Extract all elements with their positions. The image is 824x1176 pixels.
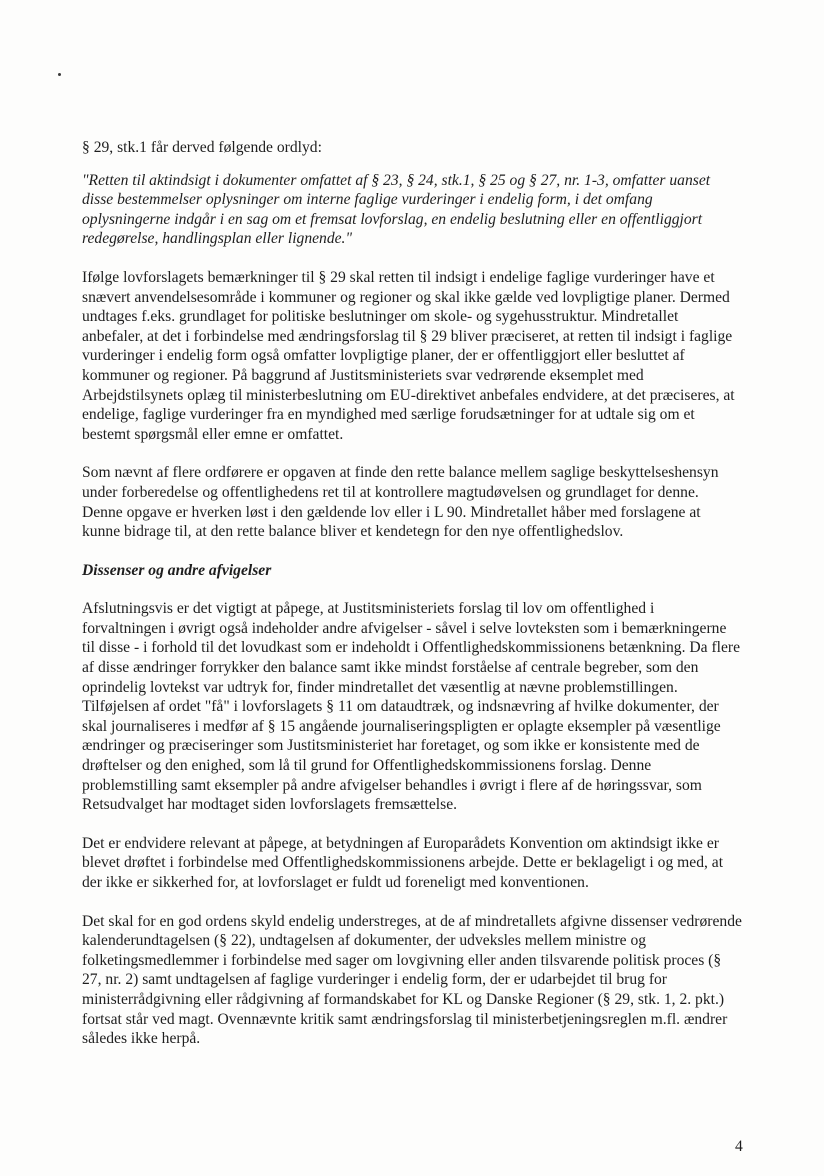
paragraph: Det skal for en god ordens skyld endelig understreges, at de af mindretallets afgivne dissenser vedrørende kalenderundtagelsen (§ 22), undtagelsen af dokumenter, der udveksles mellem ministre og folketingsmedlemmer i forbindelse med sager om lovgivning eller anden tilsvarende politisk proces (§ 27, nr. 2) samt undtagelsen af faglige vurderinger i endelig form, der er udarbejdet til brug for ministerrådgivning eller rådgivning af formandskabet for KL og Danske Regioner (§ 29, stk. 1, 2. pkt.) fortsat står ved magt. Ovennævnte kritik samt ændringsforslag til ministerbetjeningsreglen m.fl. ændrer således ikke herpå. [82, 912, 742, 1048]
quoted-provision: "Retten til aktindsigt i dokumenter omfattet af § 23, § 24, stk.1, § 25 og § 27, nr. 1-3, omfatter uanset disse bestemmelser oplysninger om interne faglige vurderinger i endelig form, i det omfang oplysningerne indgår i en sag om et fremsat lovforslag, en endelig beslutning eller en offentliggjort redegørelse, handlingsplan eller lignende." [82, 171, 711, 248]
paragraph: Ifølge lovforslagets bemærkninger til § 29 skal retten til indsigt i endelige faglige vurderinger have et snævert anvendelsesområde i kommuner og regioner og skal ikke gælde ved lovpligtige planer. Dermed undtages f.eks. grundlaget for politiske beslutninger om skole- og sygehusstruktur. Mindretallet anbefaler, at det i forbindelse med ændringsforslag til § 29 bliver præciseret, at retten til indsigt i faglige vurderinger i endelig form også omfatter lovpligtige planer, der er offentliggjort eller besluttet af kommuner og regioner. På baggrund af Justitsministeriets svar vedrørende eksemplet med Arbejdstilsynets oplæg til ministerbeslutning om EU-direktivet anbefales endvidere, at det præciseres, at endelige, faglige vurderinger fra en myndighed med særlige forudsætninger for at udtale sig om et bestemt spørgsmål eller emne er omfattet. [82, 268, 735, 443]
section-heading: Dissenser og andre afvigelser [82, 561, 272, 579]
page-number: 4 [735, 1138, 743, 1155]
paragraph: Det er endvidere relevant at påpege, at betydningen af Europarådets Konvention om aktindsigt ikke er blevet drøftet i forbindelse med Offentlighedskommissionens arbejde. Dette er beklageligt i og med, at der ikke er sikkerhed for, at lovforslaget er fuldt ud foreneligt med konventionen. [82, 834, 724, 891]
paragraph: Afslutningsvis er det vigtigt at påpege, at Justitsministeriets forslag til lov om offentlighed i forvaltningen i øvrigt også indeholder andre afvigelser - såvel i selve lovteksten som i bemærkningerne til disse - i forhold til det lovudkast som er indeholdt i Offentlighedskommissionens betænkning. Da flere af disse ændringer forrykker den balance samt ikke mindst forståelse af centrale begreber, som den oprindelig lovtekst var udtryk for, finder mindretallet det væsentlig at nævne problemstillingen. Tilføjelsen af ordet "få" i lovforslagets § 11 om dataudtræk, og indsnævring af hvilke dokumenter, der skal journaliseres i medfør af § 15 angående journaliseringspligten er oplagte eksempler på væsentlige ændringer og præciseringer som Justitsministeriet har foretaget, og som ikke er konsistente med de drøftelser og den enighed, som lå til grund for Offentlighedskommissionens forslag. Denne problemstilling samt eksempler på andre afvigelser behandles i øvrigt i flere af de høringssvar, som Retsudvalget har modtaget siden lovforslagets fremsættelse. [82, 600, 741, 814]
paragraph: Som nævnt af flere ordførere er opgaven at finde den rette balance mellem saglige beskyttelseshensyn under forberedelse og offentlighedens ret til at kontrollere magtudøvelsen og grundlaget for denne. Denne opgave er hverken løst i den gældende lov eller i L 90. Mindretallet håber med forslagene at kunne bidrage til, at den rette balance bliver et kendetegn for den nye offentlighedslov. [82, 464, 719, 541]
intro-line: § 29, stk.1 får derved følgende ordlyd: [82, 139, 322, 156]
scan-speck [58, 73, 61, 76]
document-body [82, 138, 742, 1068]
